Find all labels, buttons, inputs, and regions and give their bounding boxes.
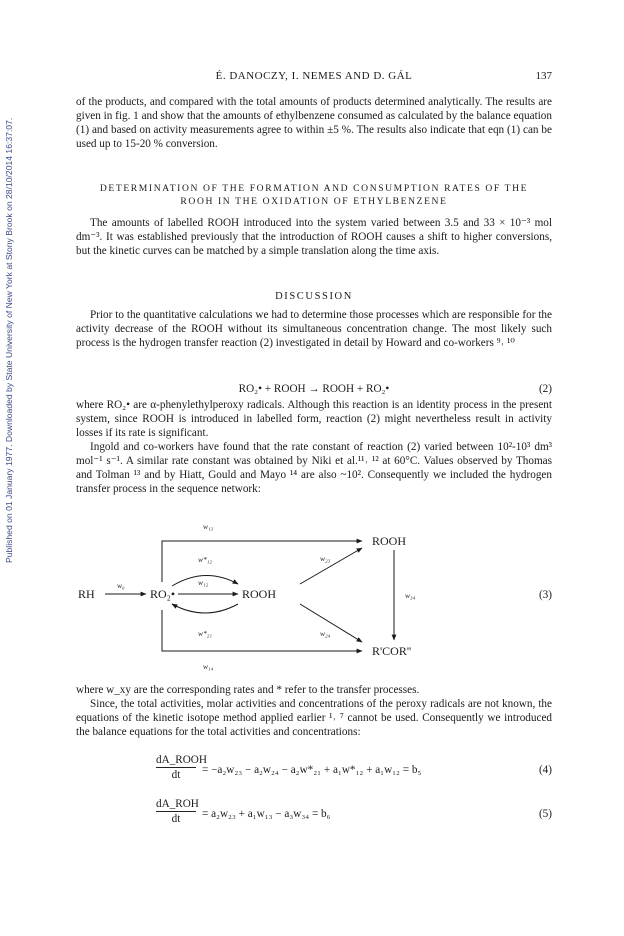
rate-w24: w₂₄: [320, 629, 331, 638]
equation-4-numerator: dA_ROOH: [156, 754, 207, 766]
equation-2-number: (2): [538, 383, 552, 395]
equation-4-denominator: dt: [171, 769, 181, 781]
equation-5-fraction: [156, 798, 199, 825]
equation-5-denominator: dt: [171, 813, 181, 825]
download-notice: Published on 01 January 1977. Downloaded by State University of New York at Stony Brook on 28/10/2014 16:37:07.: [4, 117, 14, 563]
equation-5-rhs: = a₂w₂₃ + a₁w₁₃ − a₃w₃₄ = b₆: [202, 808, 331, 820]
arrow-w23: [300, 548, 362, 584]
equation-5-numerator: dA_ROH: [156, 798, 199, 810]
rate-w34: w₃₄: [405, 591, 416, 600]
species-ro2: RO₂•: [150, 587, 176, 601]
paragraph-prior-calculations: Prior to the quantitative calculations we had to determine those processes which are responsible for the activity decrease of the ROOH without its simultaneous concentration change. The most likely such process is the hydrogen transfer reaction (2) investigated in detail by Howard and co-workers ⁹˒ ¹⁰: [76, 309, 552, 349]
equation-5-number: (5): [538, 808, 552, 820]
equation-4-number: (4): [538, 764, 552, 776]
rate-w12: w₁₂: [198, 578, 209, 587]
paragraph-balance-equations: Since, the total activities, molar activities and concentrations of the peroxy radicals are not known, the equations of the kinetic isotope method applied earlier ¹˒ ⁷ cannot be used. Consequently we introduced the balance equations for the total activities and concentrations:: [76, 698, 552, 738]
paragraph-identity-process: where RO₂• are α-phenylethylperoxy radicals. Although this reaction is an identity process in the present system, since ROOH is introduced in labelled form, reaction (2) might nevertheless result in activity losses if its rate is significant.: [76, 399, 552, 439]
equation-5: [76, 798, 552, 834]
species-ketone: R'COR'': [372, 644, 412, 658]
paragraph-labelled-rooh: The amounts of labelled ROOH introduced into the system varied between 3.5 and 33 × 10⁻³ mol dm⁻³. It was established previously that the introduction of ROOH causes a shift to higher conversions, but the kinetic curves can be matched by a simple translation along the time axis.: [76, 217, 552, 257]
page-number: 137: [535, 70, 552, 82]
paragraph-results: of the products, and compared with the total amounts of products determined analytically. The results are given in fig. 1 and show that the amounts of ethylbenzene consumed as calculated by the balance equation (1) and based on activity measurements agree to within ±5 %. The results also indicate that eqn (1) can be used up to 15-20 % conversion.: [76, 96, 552, 150]
arrow-w13: [162, 541, 362, 582]
section-heading-discussion: DISCUSSION: [275, 291, 353, 302]
species-roh: ROOH: [372, 534, 407, 548]
rate-w23: w₂₃: [320, 554, 331, 563]
arrow-w14: [162, 610, 362, 651]
rate-w21-transfer: w*₂₁: [198, 629, 212, 638]
scheme-number: (3): [538, 589, 552, 601]
section-heading-line-1: DETERMINATION OF THE FORMATION AND CONSUMPTION RATES OF THE: [99, 183, 529, 194]
equation-4-rhs: = −a₂w₂₃ − a₂w₂₄ − a₂w*₂₁ + a₁w*₁₂ + a₁w₁₂ = b₅: [202, 764, 422, 776]
paragraph-rates-definition: where w_xy are the corresponding rates and * refer to the transfer processes.: [76, 684, 420, 696]
arrow-w21-transfer: [172, 604, 238, 613]
rate-w14: w₁₄: [203, 662, 214, 671]
species-rh: RH: [78, 587, 95, 601]
header-authors: É. DANOCZY, I. NEMES AND D. GÁL: [215, 70, 413, 82]
equation-4-fraction: [156, 754, 207, 781]
arrow-w24: [300, 604, 362, 642]
paragraph-rate-constants: Ingold and co-workers have found that the rate constant of reaction (2) varied between 10²-10³ dm³ mol⁻¹ s⁻¹. A similar rate constant was obtained by Niki et al.¹¹˒ ¹² at 60°C. Values observed by Thomas and Tolman ¹³ and by Hiatt, Gould and Mayo ¹⁴ are also ~10². Consequently we included the hydrogen transfer process in the sequence network:: [76, 441, 552, 495]
rate-w0: w₀: [117, 581, 125, 590]
rate-w13: w₁₃: [203, 522, 214, 531]
rate-w12-transfer: w*₁₂: [198, 555, 212, 564]
section-heading-line-2: ROOH IN THE OXIDATION OF ETHYLBENZENE: [180, 196, 448, 207]
equation-2-text: RO₂• + ROOH → ROOH + RO₂•: [238, 383, 390, 395]
equation-4: [76, 754, 552, 790]
species-rooh: ROOH: [242, 587, 277, 601]
